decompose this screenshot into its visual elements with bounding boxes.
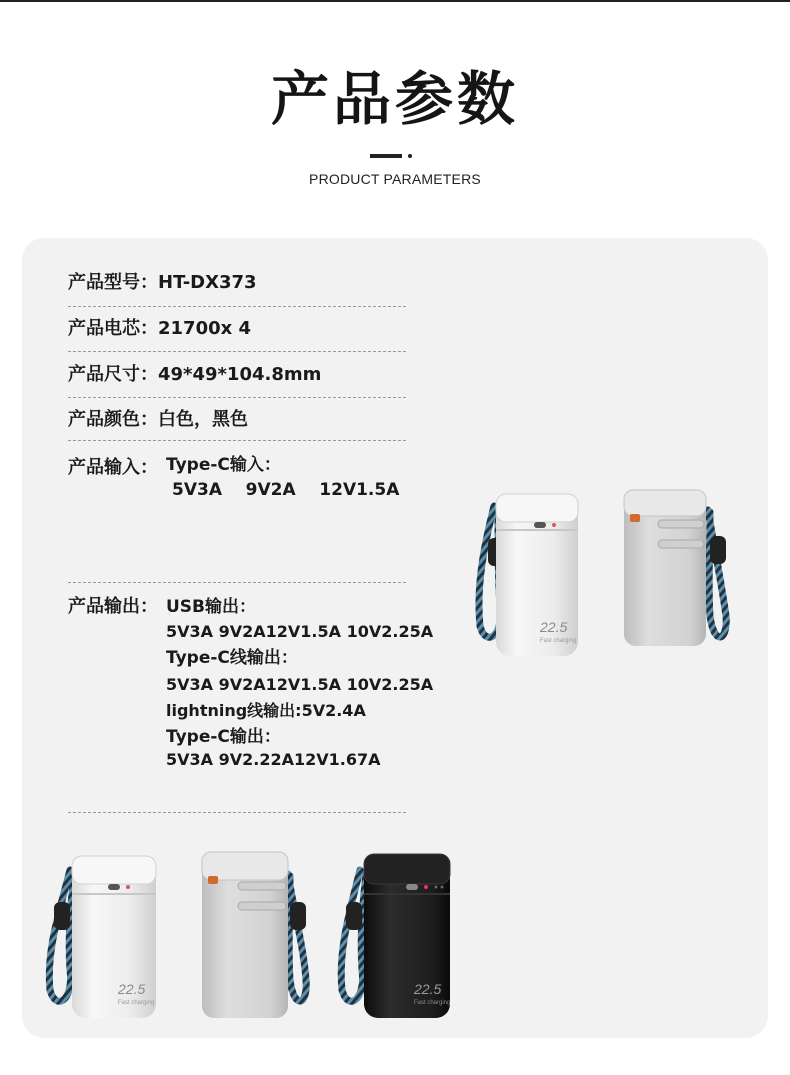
lanyard-clip xyxy=(54,902,70,930)
spec-row-output-line: lightning线输出:5V2.4A xyxy=(166,701,366,720)
spec-value: HT-DX373 xyxy=(158,272,257,293)
spec-label: 产品型号： xyxy=(68,272,158,293)
spec-row-input-line: Type-C输入： xyxy=(166,455,281,475)
usb-c-port-icon xyxy=(406,884,418,890)
spec-row-color xyxy=(68,408,248,432)
spec-label: 产品颜色： xyxy=(68,409,158,430)
badge-caption: Fast charging xyxy=(540,638,577,644)
spec-divider xyxy=(68,306,406,307)
lanyard-strap xyxy=(341,870,366,1001)
spec-divider xyxy=(68,440,406,441)
spec-divider xyxy=(68,351,406,352)
page-subtitle: PRODUCT PARAMETERS xyxy=(309,171,481,187)
led-indicator-icon xyxy=(424,885,428,889)
spec-row-cell xyxy=(68,317,251,341)
page-title: 产品参数 xyxy=(270,65,519,133)
spec-label: 产品尺寸： xyxy=(68,364,158,385)
cable-slot-bottom xyxy=(658,540,704,548)
title-decoration-bar xyxy=(370,154,402,158)
badge-value: 22.5 xyxy=(540,619,568,635)
top-border-line xyxy=(0,0,790,2)
led-dot-icon xyxy=(435,886,438,889)
usb-a-port-icon xyxy=(208,876,218,884)
cable-slot-bottom xyxy=(238,902,286,910)
lanyard-clip xyxy=(346,902,362,930)
spec-row-output-line: USB输出： xyxy=(166,597,257,617)
led-dot-icon xyxy=(441,886,444,889)
badge-caption: Fast charging xyxy=(118,1000,155,1006)
spec-value: 21700x 4 xyxy=(158,318,252,339)
spec-row-output-line: 5V3A 9V2A12V1.5A 10V2.25A xyxy=(166,675,434,694)
cable-slot-top xyxy=(238,882,286,890)
spec-value: 白色，黑色 xyxy=(158,409,248,430)
spec-row-model xyxy=(68,271,257,295)
badge-value: 22.5 xyxy=(414,981,442,997)
lanyard-clip xyxy=(710,536,726,564)
spec-row-input-line: 5V3A 9V2A 12V1.5A xyxy=(172,480,400,500)
usb-c-port-icon xyxy=(534,522,546,528)
spec-label: 产品电芯： xyxy=(68,318,158,339)
spec-row-output-line: 5V3A 9V2.22A12V1.67A xyxy=(166,750,381,769)
power-bank-grey-back xyxy=(618,486,738,658)
badge-value: 22.5 xyxy=(118,981,146,997)
device-cap xyxy=(364,854,450,884)
spec-label-output: 产品输出： xyxy=(68,596,158,617)
power-bank-white-front xyxy=(464,486,590,658)
spec-row-output-line: Type-C线输出： xyxy=(166,648,298,668)
spec-row-output-line: 5V3A 9V2A12V1.5A 10V2.25A xyxy=(166,622,434,641)
device-cap xyxy=(202,852,288,880)
usb-a-port-icon xyxy=(630,514,640,522)
spec-value: 49*49*104.8mm xyxy=(158,364,322,385)
led-indicator-icon xyxy=(552,523,556,527)
lanyard-strap xyxy=(49,870,74,1001)
device-cap xyxy=(624,490,706,516)
lanyard-strap xyxy=(708,510,726,637)
usb-c-port-icon xyxy=(108,884,120,890)
lanyard-clip xyxy=(290,902,306,930)
spec-divider xyxy=(68,812,406,813)
spec-divider xyxy=(68,582,406,583)
spec-divider xyxy=(68,397,406,398)
spec-row-output-line: Type-C输出： xyxy=(166,727,281,747)
device-cap xyxy=(72,856,156,884)
device-cap xyxy=(496,494,578,522)
spec-row-size xyxy=(68,363,321,387)
power-bank-grey-back-bottom xyxy=(196,850,322,1022)
cable-slot-top xyxy=(658,520,704,528)
title-decoration-dot xyxy=(408,154,412,158)
spec-label-input: 产品输入： xyxy=(68,457,158,478)
power-bank-black-front-bottom xyxy=(334,850,460,1022)
power-bank-white-front-bottom xyxy=(40,850,166,1022)
led-indicator-icon xyxy=(126,885,130,889)
badge-caption: Fast charging xyxy=(414,1000,451,1006)
lanyard-strap xyxy=(288,874,306,1001)
